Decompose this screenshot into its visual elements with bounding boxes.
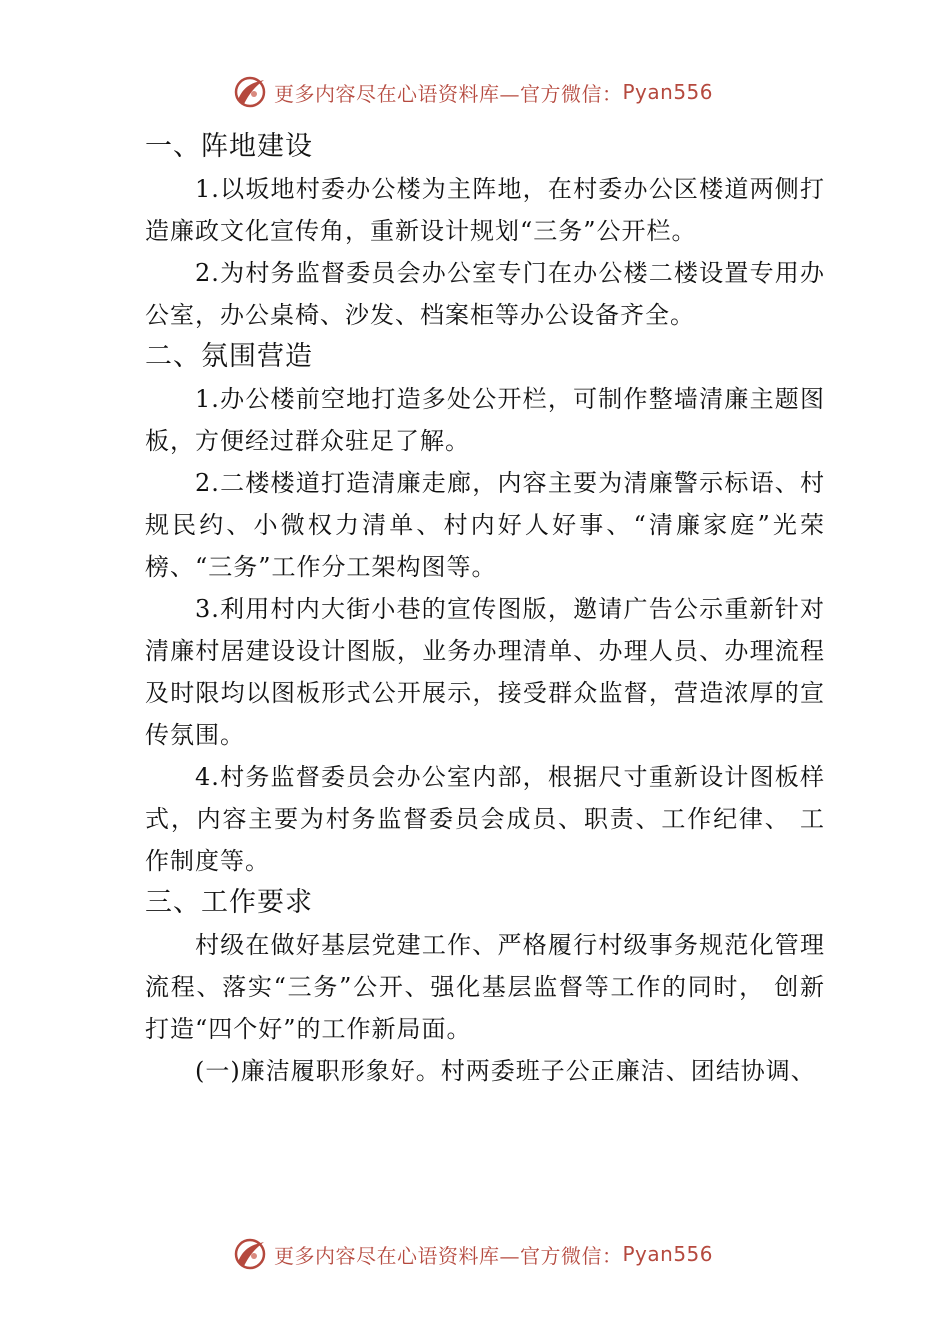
brush-logo-icon [232,74,268,110]
paragraph: 4.村务监督委员会办公室内部，根据尺寸重新设计图板样式，内容主要为村务监督委员会成员、职责、工作纪律、 工作制度等。 [145,763,825,875]
section-heading: 一、阵地建设 [145,131,313,162]
paragraph: (一)廉洁履职形象好。村两委班子公正廉洁、团结协调、 [195,1057,816,1085]
watermark-text: 更多内容尽在心语资料库—官方微信： [274,1243,623,1268]
watermark-wechat-id: Pyan556 [622,1242,714,1266]
watermark-footer [232,1234,713,1274]
paragraph: 2.为村务监督委员会办公室专门在办公楼二楼设置专用办公室，办公桌椅、沙发、档案柜等办公设备齐全。 [145,259,825,329]
paragraph: 1.以坂地村委办公楼为主阵地，在村委办公区楼道两侧打造廉政文化宣传角，重新设计规划“三务”公开栏。 [145,175,825,245]
section-heading: 三、工作要求 [145,887,313,918]
section-heading: 二、氛围营造 [145,341,313,372]
brush-logo-icon [232,1236,268,1272]
watermark-header [232,72,713,112]
watermark-text: 更多内容尽在心语资料库—官方微信： [274,81,623,106]
document-body [145,126,825,1092]
paragraph: 3.利用村内大街小巷的宣传图版，邀请广告公示重新针对清廉村居建设设计图版，业务办理清单、办理人员、办理流程及时限均以图板形式公开展示，接受群众监督，营造浓厚的宣传氛围。 [145,595,825,749]
paragraph: 村级在做好基层党建工作、严格履行村级事务规范化管理流程、落实“三务”公开、强化基层监督等工作的同时， 创新打造“四个好”的工作新局面。 [145,931,825,1043]
paragraph: 2.二楼楼道打造清廉走廊，内容主要为清廉警示标语、村规民约、小微权力清单、村内好人好事、“清廉家庭”光荣榜、“三务”工作分工架构图等。 [145,469,825,581]
watermark-wechat-id: Pyan556 [622,80,714,104]
paragraph: 1.办公楼前空地打造多处公开栏，可制作整墙清廉主题图板，方便经过群众驻足了解。 [145,385,825,455]
